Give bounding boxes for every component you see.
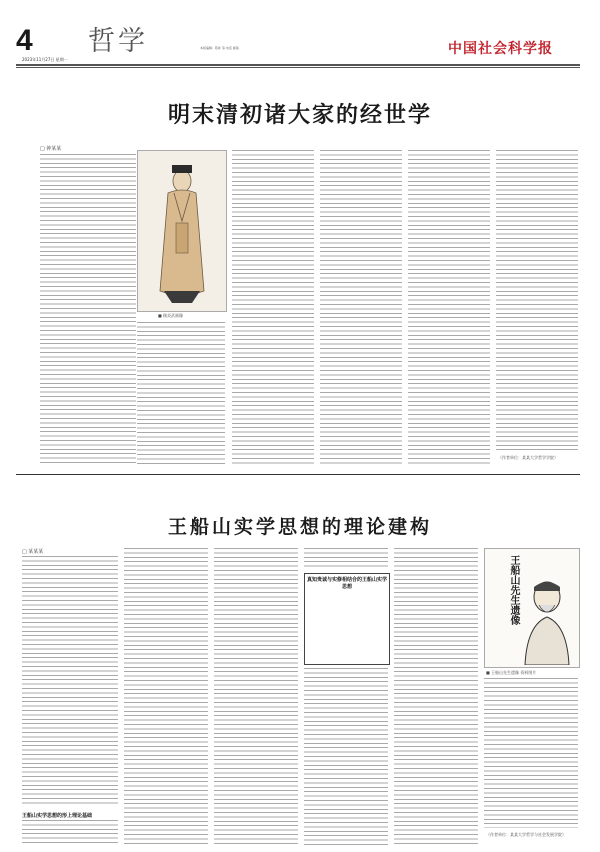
article1-title: 明末清初诸大家的经世学 xyxy=(167,103,432,128)
article2-column-4-top xyxy=(304,548,388,570)
portrait-inscription: 王船山先生遗像 xyxy=(508,555,519,625)
article1-column-2 xyxy=(137,322,225,466)
page-number: 4 xyxy=(16,24,33,57)
article2-column-3 xyxy=(214,548,298,846)
header-divider-thin xyxy=(16,67,580,68)
article1-column-5 xyxy=(408,150,490,466)
article1-portrait xyxy=(137,150,227,312)
header-divider xyxy=(16,64,580,66)
article1-column-3 xyxy=(232,150,314,466)
publication-date: 2023年11月27日 星期一 xyxy=(22,57,68,62)
editor-info: 本版编辑：陈彬 等 电话 邮箱 xyxy=(200,46,239,50)
article2-figure-caption: ■ 王船山先生遗像 资料图片 xyxy=(486,670,537,675)
masthead-logo: 中国社会科学报 xyxy=(448,41,553,57)
article2-footer: （作者单位：某某大学哲学与社会发展学院） xyxy=(486,832,566,837)
article1-figure-caption: ■ 顾炎武画像 xyxy=(158,313,184,318)
article2-column-6 xyxy=(484,678,578,828)
section-name: 哲学 xyxy=(88,26,148,57)
article2-column-1 xyxy=(22,556,118,806)
article2-title: 王船山实学思想的理论建构 xyxy=(167,516,432,538)
article2-sidebar xyxy=(304,573,390,665)
article1-footer: （作者单位：某某大学哲学学院） xyxy=(498,455,558,460)
article-divider xyxy=(16,474,580,475)
article2-column-4 xyxy=(304,668,388,846)
article1-author: □ 钟某某 xyxy=(40,146,62,152)
article2-column-2 xyxy=(124,548,208,846)
page-header xyxy=(0,0,600,62)
article1-column-1 xyxy=(40,154,136,466)
sidebar-title: 真知贵诚与实修相结合的王船山实学思想 xyxy=(307,577,388,590)
article2-author: □ 某某某 xyxy=(22,549,44,555)
article2-column-1-cont xyxy=(22,820,118,846)
article2-portrait xyxy=(484,548,580,668)
article2-column-5 xyxy=(394,548,478,846)
scholar-figure-icon xyxy=(138,151,226,311)
scholar-portrait-icon xyxy=(515,575,579,665)
article1-column-6 xyxy=(496,150,578,450)
article1-column-4 xyxy=(320,150,402,466)
article2-subhead: 王船山实学思想的形上理论基础 xyxy=(22,813,93,819)
